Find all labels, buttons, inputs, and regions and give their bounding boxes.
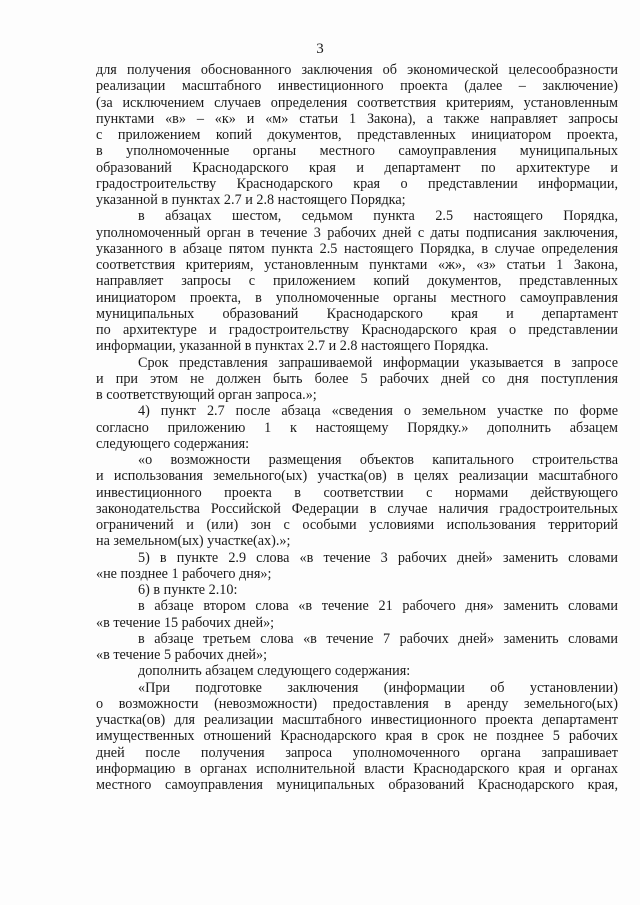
text-line: инициатором проекта, в уполномоченные органы местного самоуправления <box>96 289 618 306</box>
text-line: имущественных отношений Краснодарского края в срок не позднее 5 рабочих <box>96 728 618 745</box>
text-line: по архитектуре и градостроительству Краснодарского края о представлении <box>96 322 618 338</box>
text-line: уполномоченный орган в течение 3 рабочих дней с даты подписания заключения, <box>96 224 618 241</box>
text-line: в абзаце третьем слова «в течение 7 рабочих дней» заменить словами <box>138 630 618 647</box>
text-line: 4) пункт 2.7 после абзаца «сведения о земельном участке по форме <box>138 403 618 420</box>
text-line: инвестиционного проекта в соответствии с нормами действующего <box>96 484 618 501</box>
text-line: «в течение 15 рабочих дней»; <box>96 614 275 631</box>
text-line: образований Краснодарского края и департамент по архитектуре и <box>96 159 618 176</box>
text-line: законодательства Российской Федерации в случае наличия градостроительных <box>96 500 618 517</box>
text-line: местного самоуправления муниципальных образований Краснодарского края, <box>96 777 618 793</box>
text-line: указанной в пунктах 2.7 и 2.8 настоящего Порядка; <box>96 192 406 208</box>
text-line: с приложением копий документов, представленных инициатором проекта, <box>96 127 618 143</box>
text-line: в уполномоченные органы местного самоуправления муниципальных <box>96 143 618 160</box>
text-line: 6) в пункте 2.10: <box>138 582 238 598</box>
text-line: информации, указанной в пунктах 2.7 и 2.8 настоящего Порядка. <box>96 338 489 355</box>
text-line: информацию в органах исполнительной власти Краснодарского края и органах <box>96 760 618 777</box>
text-line: реализации масштабного инвестиционного проекта (далее – заключение) <box>96 78 618 95</box>
text-line: 5) в пункте 2.9 слова «в течение 3 рабочих дней» заменить словами <box>138 549 618 566</box>
text-line: указанного в абзаце пятом пункта 2.5 настоящего Порядка, в случае определения <box>96 240 618 257</box>
text-line: муниципальных образований Краснодарского края и департамент <box>96 305 618 322</box>
text-line: в соответствующий орган запроса.»; <box>96 387 317 403</box>
text-line: и использования земельного(ых) участка(ов) в целях реализации масштабного <box>96 468 618 485</box>
text-line: участка(ов) для реализации масштабного инвестиционного проекта департамент <box>96 712 618 728</box>
page-number: 3 <box>316 41 324 57</box>
text-line: и при этом не должен быть более 5 рабочих дней со дня поступления <box>96 370 618 387</box>
document-body <box>96 62 618 793</box>
text-line: в абзаце втором слова «в течение 21 рабочего дня» заменить словами <box>138 598 618 615</box>
text-line: дней после получения запроса уполномоченного органа запрашивает <box>96 744 618 761</box>
text-line: следующего содержания: <box>96 435 250 452</box>
text-line: «не позднее 1 рабочего дня»; <box>96 565 272 582</box>
text-line: «При подготовке заключения (информации об установлении) <box>138 679 618 696</box>
text-line: Срок представления запрашиваемой информации указывается в запросе <box>138 354 618 371</box>
text-line: в абзацах шестом, седьмом пункта 2.5 настоящего Порядка, <box>138 208 618 225</box>
text-line: на земельном(ых) участке(ах).»; <box>96 533 291 550</box>
text-line: дополнить абзацем следующего содержания: <box>138 663 411 680</box>
text-line: соответствия критериям, установленным пунктами «ж», «з» статьи 1 Закона, <box>96 257 618 273</box>
text-line: направляет запросы с приложением копий документов, представленных <box>96 273 618 290</box>
text-line: (за исключением случаев определения соответствия критериям, установленным <box>96 94 618 111</box>
text-line: для получения обоснованного заключения об экономической целесообразности <box>96 62 618 78</box>
text-line: о возможности (невозможности) предоставления в аренду земельного(ых) <box>96 695 618 712</box>
text-line: «о возможности размещения объектов капитального строительства <box>138 452 618 468</box>
text-line: градостроительству Краснодарского края о представлении информации, <box>96 175 618 192</box>
text-line: пунктами «в» – «к» и «м» статьи 1 Закона), а также направляет запросы <box>96 110 618 127</box>
text-line: ограничений и (или) зон с особыми условиями использования территорий <box>96 517 618 533</box>
text-line: «в течение 5 рабочих дней»; <box>96 647 268 663</box>
text-line: согласно приложению 1 к настоящему Порядку.» дополнить абзацем <box>96 419 618 436</box>
